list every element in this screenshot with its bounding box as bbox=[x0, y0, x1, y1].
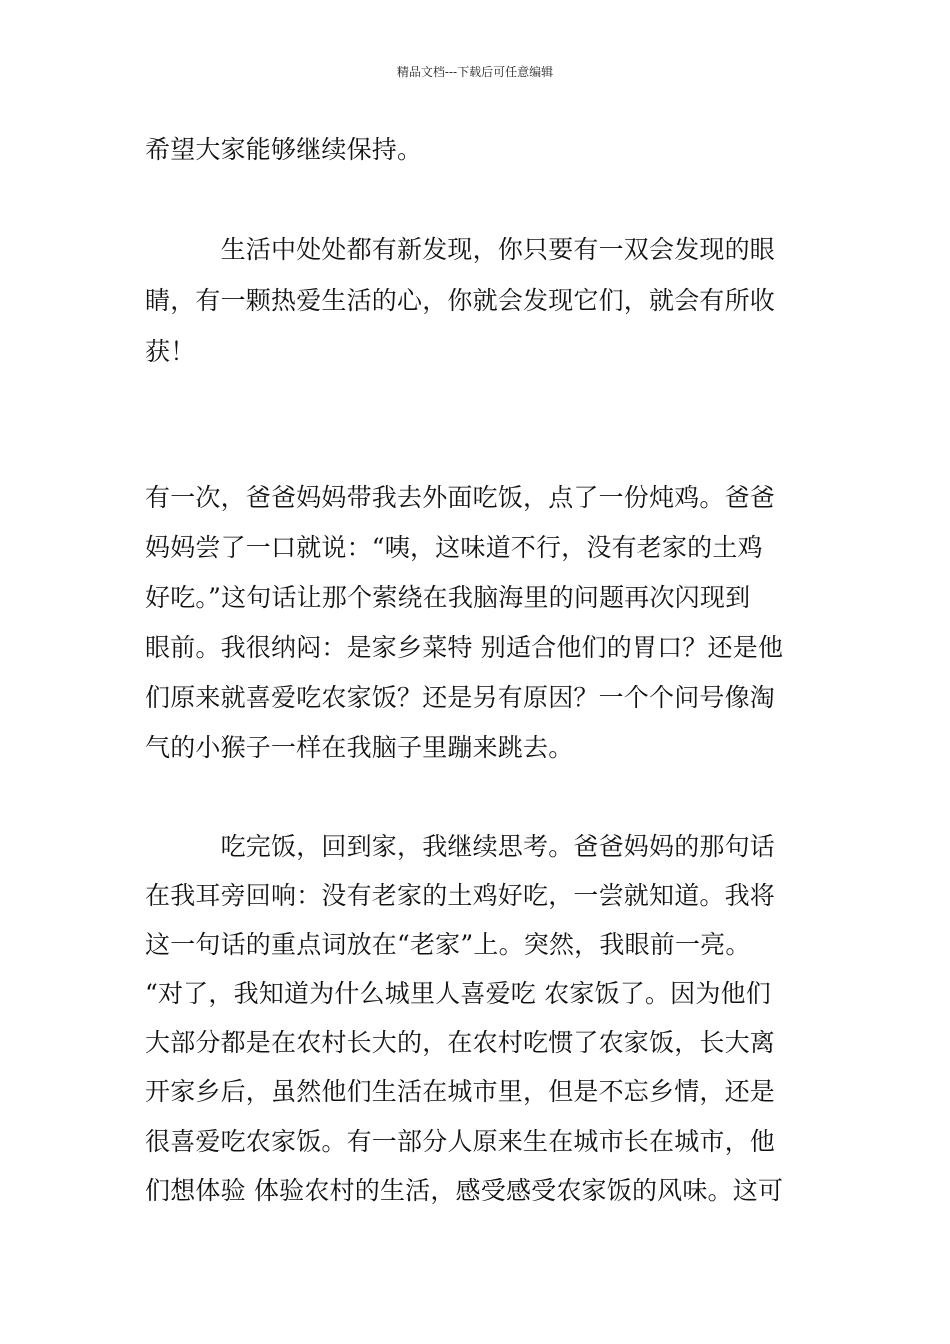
text-line: 开家乡后，虽然他们生活在城市里，但是不忘乡情，还是 bbox=[145, 1077, 776, 1106]
text-line: 有一次，爸爸妈妈带我去外面吃饭，点了一份炖鸡。爸爸 bbox=[145, 483, 776, 512]
page-header: 精品文档---下载后可任意编辑 bbox=[396, 65, 554, 79]
text-line: “对了，我知道为什么城里人喜爱吃 农家饭了。因为他们 bbox=[145, 979, 771, 1008]
text-line: 好吃。”这句话让那个萦绕在我脑海里的问题再次闪现到 bbox=[145, 583, 751, 612]
text-line: 大部分都是在农村长大的，在农村吃惯了农家饭，长大离 bbox=[145, 1028, 776, 1057]
text-line: 在我耳旁回响：没有老家的土鸡好吃，一尝就知道。我将 bbox=[145, 881, 776, 910]
text-line: 眼前。我很纳闷：是家乡菜特 别适合他们的胃口？还是他 bbox=[145, 633, 784, 662]
text-line: 睛，有一颗热爱生活的心，你就会发现它们，就会有所收 bbox=[145, 286, 776, 315]
text-line: 很喜爱吃农家饭。有一部分人原来生在城市长在城市，他 bbox=[145, 1127, 776, 1156]
text-line: 获！ bbox=[145, 337, 196, 366]
text-line: 这一句话的重点词放在“老家”上。突然，我眼前一亮。 bbox=[145, 930, 751, 959]
text-line: 妈妈尝了一口就说：“咦，这味道不行，没有老家的土鸡 bbox=[145, 533, 763, 562]
text-line: 们想体验 体验农村的生活，感受感受农家饭的风味。这可 bbox=[145, 1176, 784, 1205]
text-line: 吃完饭，回到家，我继续思考。爸爸妈妈的那句话 bbox=[145, 832, 776, 861]
text-line: 们原来就喜爱吃农家饭？还是另有原因？一个个问号像淘 bbox=[145, 683, 776, 712]
text-line: 气的小猴子一样在我脑子里蹦来跳去。 bbox=[145, 733, 574, 762]
text-line: 生活中处处都有新发现，你只要有一双会发现的眼 bbox=[145, 235, 776, 264]
text-line: 希望大家能够继续保持。 bbox=[145, 135, 423, 164]
